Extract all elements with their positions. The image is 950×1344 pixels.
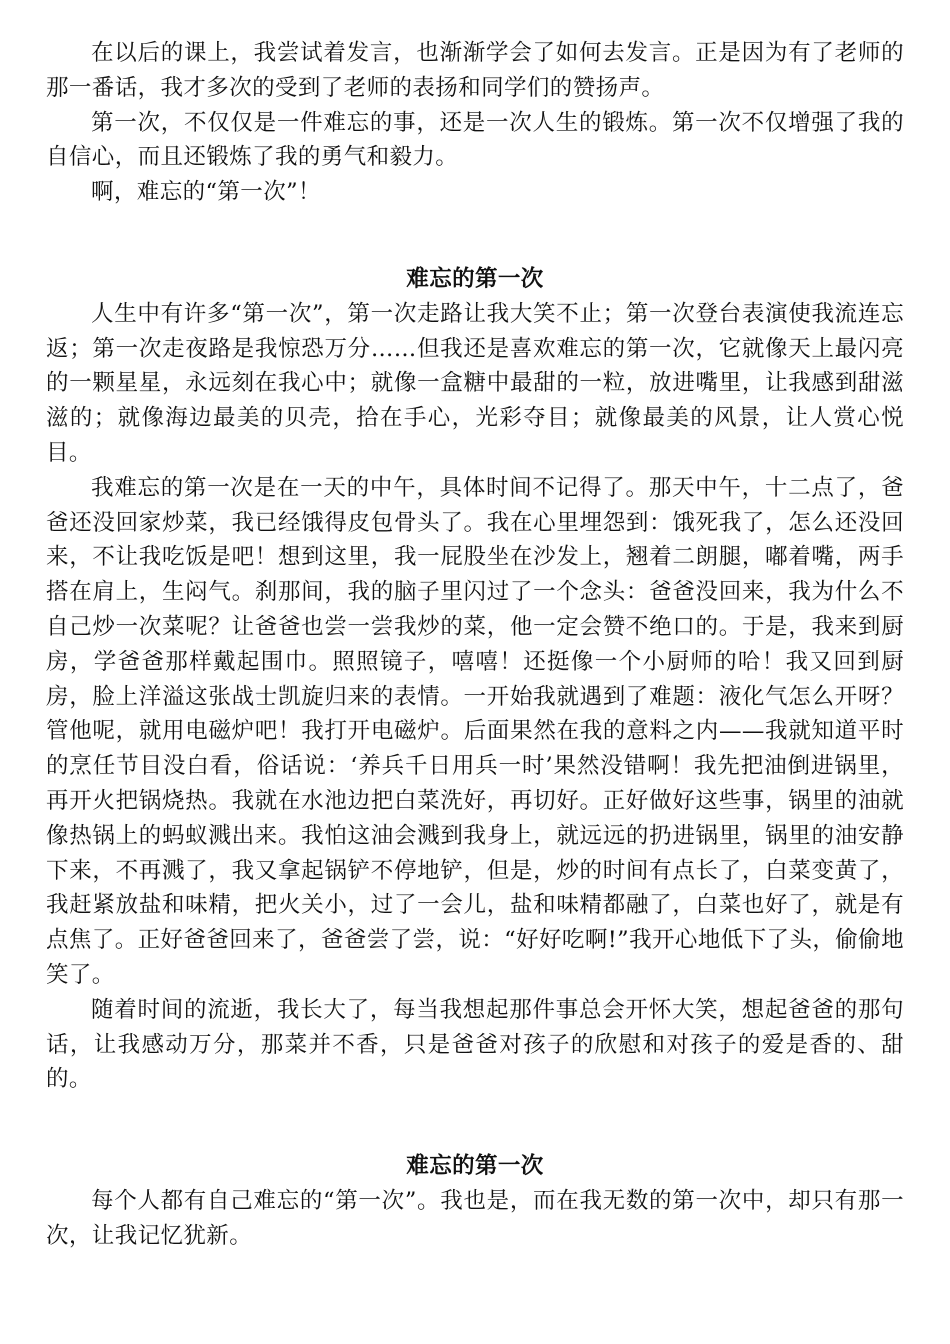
paragraph: 啊，难忘的“第一次”！ [91, 179, 321, 206]
section-gap [46, 1097, 904, 1149]
document-page [46, 36, 904, 1254]
paragraph: 我难忘的第一次是在一天的中午，具体时间不记得了。那天中午，十二点了，爸爸还没回家炒菜，我已经饿得皮包骨头了。我在心里埋怨到：饿死我了，怎么还没回来，不让我吃饭是吧！想到这里，我一屁股坐在沙发上，翘着二朗腿，嘟着嘴，两手搭在肩上，生闷气。刹那间，我的脑子里闪过了一个念头：爸爸没回来，我为什么不自己炒一次菜呢？让爸爸也尝一尝我炒的菜，他一定会赞不绝口的。于是，我来到厨房，学爸爸那样戴起围巾。照照镜子，嘻嘻！还挺像一个小厨师的哈！我又回到厨房，脸上洋溢这张战士凯旋归来的表情。一开始我就遇到了难题：液化气怎么开呀？管他呢，就用电磁炉吧！我打开电磁炉。后面果然在我的意料之内——我就知道平时的烹任节目没白看，俗话说：‘养兵千日用兵一时’果然没错啊！我先把油倒进锅里，再开火把锅烧热。我就在水池边把白菜洗好，再切好。正好做好这些事，锅里的油就像热锅上的蚂蚁溅出来。我怕这油会溅到我身上，就远远的扔进锅里，锅里的油安静下来，不再溅了，我又拿起锅铲不停地铲，但是，炒的时间有点长了，白菜变黄了，我赶紧放盐和味精，把火关小，过了一会儿，盐和味精都融了，白菜也好了，就是有点焦了。正好爸爸回来了，爸爸尝了尝，说：“好好吃啊!”我开心地低下了头，偷偷地笑了。 [46, 474, 904, 988]
essay-title: 难忘的第一次 [406, 265, 544, 292]
essay-title: 难忘的第一次 [406, 1153, 544, 1180]
essay-2 [46, 262, 904, 1097]
paragraph: 随着时间的流逝，我长大了，每当我想起那件事总会开怀大笑，想起爸爸的那句话，让我感动万分，那菜并不香，只是爸爸对孩子的欣慰和对孩子的爱是香的、甜的。 [46, 996, 904, 1093]
paragraph: 人生中有许多“第一次”，第一次走路让我大笑不止；第一次登台表演使我流连忘返；第一次走夜路是我惊恐万分……但我还是喜欢难忘的第一次，它就像天上最闪亮的一颗星星，永远刻在我心中；就像一盒糖中最甜的一粒，放进嘴里，让我感到甜滋滋的；就像海边最美的贝壳，拾在手心，光彩夺目；就像最美的风景，让人赏心悦目。 [46, 300, 904, 466]
section-gap [46, 210, 904, 262]
paragraph: 第一次，不仅仅是一件难忘的事，还是一次人生的锻炼。第一次不仅增强了我的自信心，而且还锻炼了我的勇气和毅力。 [46, 109, 904, 171]
essay-3 [46, 1149, 904, 1253]
paragraph: 每个人都有自己难忘的“第一次”。我也是，而在我无数的第一次中，却只有那一次，让我记忆犹新。 [46, 1187, 904, 1249]
paragraph: 在以后的课上，我尝试着发言，也渐渐学会了如何去发言。正是因为有了老师的那一番话，我才多次的受到了老师的表扬和同学们的赞扬声。 [46, 40, 904, 101]
section-ending [46, 36, 904, 210]
